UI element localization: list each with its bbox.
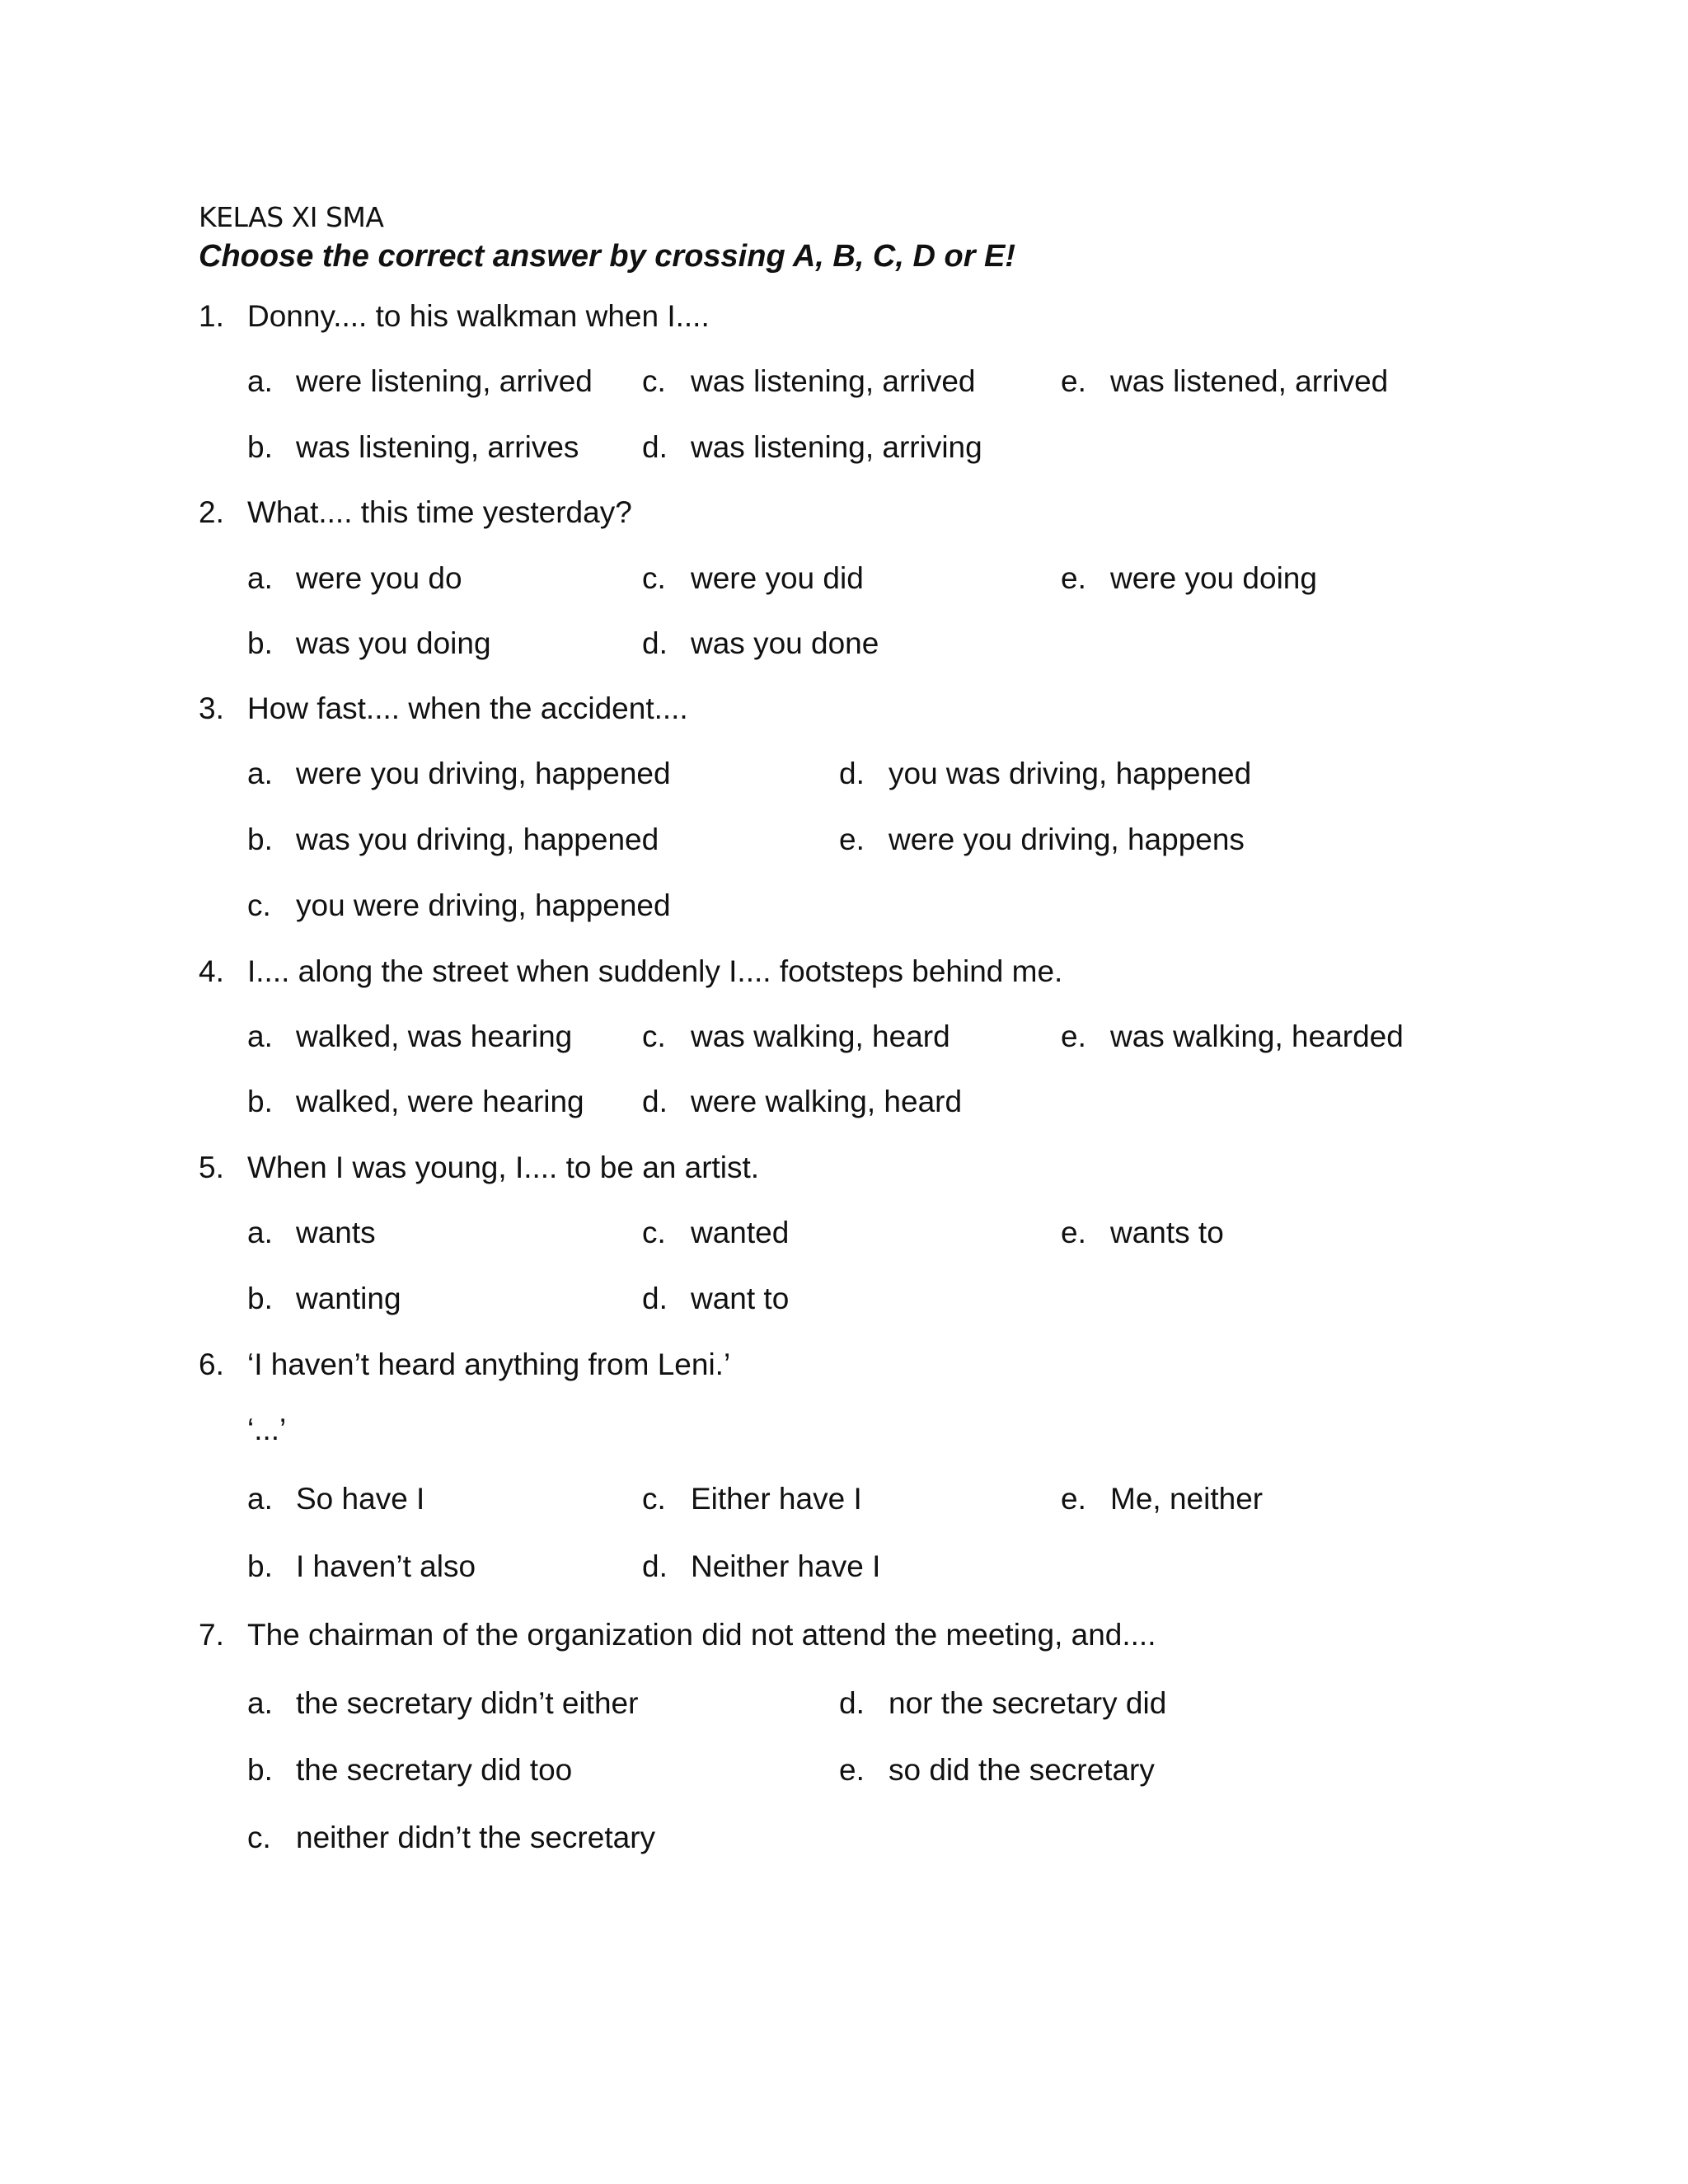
question-number: 1.	[199, 299, 224, 333]
option-text: was walking, heard	[691, 1019, 950, 1053]
option-letter: d.	[642, 1085, 668, 1118]
option-letter: d.	[642, 430, 668, 464]
option-text: Me, neither	[1110, 1482, 1264, 1516]
option-text: were you driving, happened	[296, 757, 671, 790]
option-letter: c.	[642, 1216, 666, 1249]
question-number: 5.	[199, 1151, 224, 1184]
question-text: What.... this time yesterday?	[247, 495, 632, 529]
option-text: you was driving, happened	[889, 757, 1252, 790]
option-letter: e.	[1061, 364, 1086, 398]
option-text: wants	[296, 1216, 376, 1249]
option-letter: b.	[247, 430, 273, 464]
option-text: was walking, hearded	[1110, 1019, 1404, 1053]
option-letter: c.	[642, 1019, 666, 1053]
option-text: the secretary did too	[296, 1753, 573, 1787]
option-letter: c.	[642, 561, 666, 595]
option-letter: d.	[839, 757, 865, 790]
option-text: nor the secretary did	[889, 1686, 1167, 1720]
option-text: was you doing	[296, 626, 491, 660]
option-letter: d.	[642, 1282, 668, 1315]
option-letter: e.	[1061, 1482, 1086, 1516]
option-letter: b.	[247, 626, 273, 660]
option-text: want to	[691, 1282, 790, 1315]
instruction-heading: Choose the correct answer by crossing A, B, C, D or E!	[199, 239, 1016, 274]
option-text: were listening, arrived	[296, 364, 593, 398]
option-text: wants to	[1110, 1216, 1224, 1249]
option-letter: e.	[1061, 1216, 1086, 1249]
question-text: ‘I haven’t heard anything from Leni.’	[247, 1347, 731, 1381]
option-letter: a.	[247, 1686, 273, 1720]
class-label: KELAS XI SMA	[199, 201, 384, 233]
option-letter: a.	[247, 757, 273, 790]
option-text: walked, was hearing	[296, 1019, 573, 1053]
option-text: were you do	[296, 561, 462, 595]
question-text: I.... along the street when suddenly I.... footsteps behind me.	[247, 954, 1063, 988]
option-letter: c.	[642, 1482, 666, 1516]
option-letter: e.	[1061, 561, 1086, 595]
option-text: the secretary didn’t either	[296, 1686, 639, 1720]
question-text: The chairman of the organization did not attend the meeting, and....	[247, 1618, 1156, 1652]
option-letter: e.	[839, 1753, 865, 1787]
option-text: I haven’t also	[296, 1549, 476, 1583]
option-letter: a.	[247, 364, 273, 398]
option-letter: a.	[247, 1019, 273, 1053]
option-text: were you did	[691, 561, 864, 595]
option-text: so did the secretary	[889, 1753, 1155, 1787]
option-letter: c.	[247, 888, 271, 922]
option-text: Either have I	[691, 1482, 862, 1516]
option-letter: a.	[247, 561, 273, 595]
option-text: neither didn’t the secretary	[296, 1821, 656, 1854]
option-letter: d.	[642, 1549, 668, 1583]
option-letter: b.	[247, 1549, 273, 1583]
option-text: was you done	[691, 626, 879, 660]
option-letter: c.	[642, 364, 666, 398]
question-text: Donny.... to his walkman when I....	[247, 299, 710, 333]
option-text: wanting	[296, 1282, 401, 1315]
option-letter: b.	[247, 1753, 273, 1787]
option-text: Neither have I	[691, 1549, 881, 1583]
option-letter: b.	[247, 1282, 273, 1315]
option-text: you were driving, happened	[296, 888, 671, 922]
question-number: 7.	[199, 1618, 224, 1652]
question-text-response: ‘...’	[247, 1413, 287, 1446]
option-letter: a.	[247, 1482, 273, 1516]
question-number: 2.	[199, 495, 224, 529]
option-letter: b.	[247, 1085, 273, 1118]
option-letter: b.	[247, 823, 273, 856]
option-letter: e.	[839, 823, 865, 856]
option-letter: c.	[247, 1821, 271, 1854]
option-text: was listening, arrives	[296, 430, 579, 464]
option-text: walked, were hearing	[296, 1085, 584, 1118]
option-letter: d.	[642, 626, 668, 660]
option-letter: e.	[1061, 1019, 1086, 1053]
question-text: How fast.... when the accident....	[247, 691, 688, 725]
option-text: were you doing	[1110, 561, 1317, 595]
question-text: When I was young, I.... to be an artist.	[247, 1151, 760, 1184]
option-text: wanted	[691, 1216, 790, 1249]
option-text: were you driving, happens	[889, 823, 1245, 856]
option-text: was listened, arrived	[1110, 364, 1389, 398]
question-number: 6.	[199, 1347, 224, 1381]
question-number: 3.	[199, 691, 224, 725]
option-text: was you driving, happened	[296, 823, 659, 856]
option-text: was listening, arrived	[691, 364, 976, 398]
option-text: So have I	[296, 1482, 425, 1516]
option-letter: a.	[247, 1216, 273, 1249]
question-number: 4.	[199, 954, 224, 988]
option-text: were walking, heard	[691, 1085, 963, 1118]
option-letter: d.	[839, 1686, 865, 1720]
option-text: was listening, arriving	[691, 430, 982, 464]
